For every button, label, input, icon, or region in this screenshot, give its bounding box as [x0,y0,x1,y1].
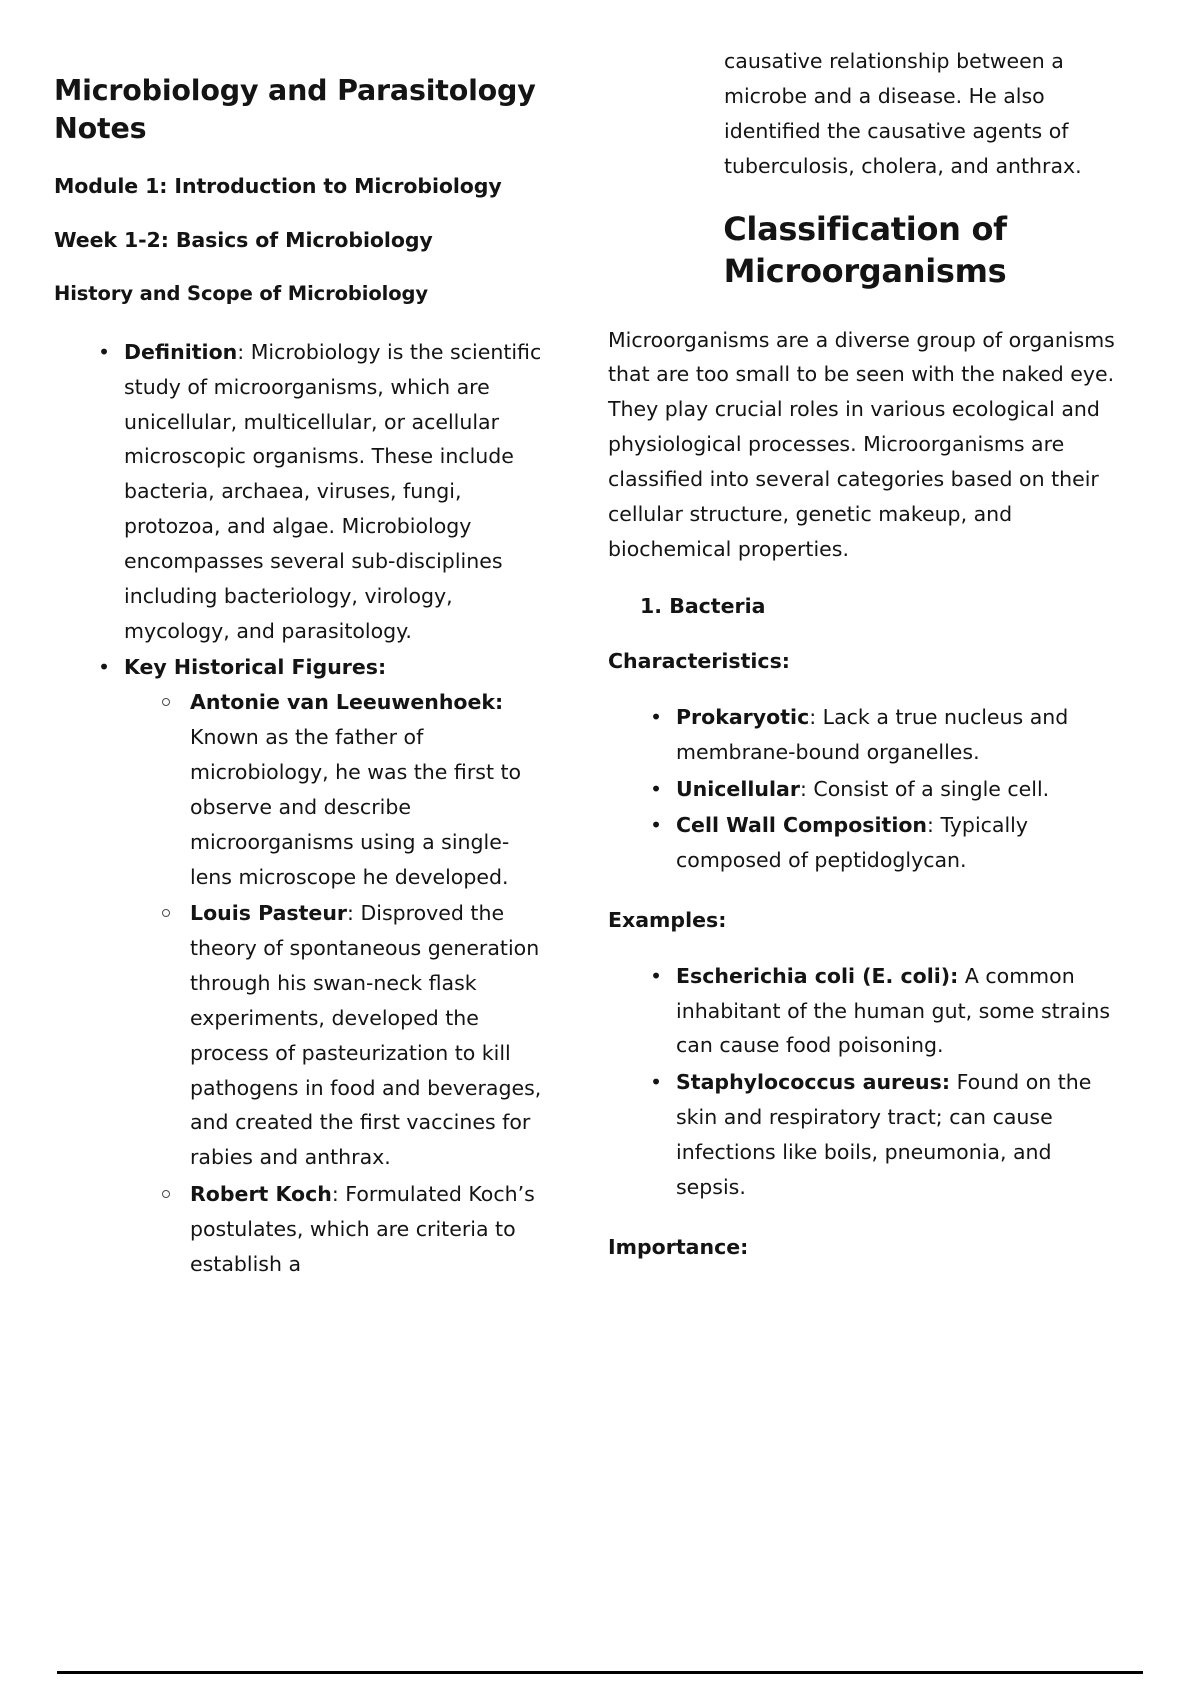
characteristic-separator: : [927,813,941,838]
history-bullet-list [54,335,548,1282]
bullet-disc-icon: • [650,776,663,801]
example-label: Escherichia coli (E. coli): [676,963,959,988]
list-item [608,1065,1122,1204]
figure-name: Antonie van Leeuwenhoek: [190,690,504,715]
example-label: Staphylococcus aureus: [676,1070,951,1095]
examples-list [608,959,1122,1205]
figure-name: Louis Pasteur [190,901,348,926]
page-footer-rule [57,1671,1143,1674]
characteristic-separator: : [799,776,814,801]
list-item [608,772,1122,807]
bullet-circle-icon [162,1190,170,1198]
bullet-disc-icon: • [98,339,111,364]
list-item [54,335,548,649]
spacer [608,1207,1122,1233]
left-column [0,0,578,1640]
definition-label: Definition [124,339,238,364]
figure-text: Formulated Koch’s postulates, which are criteria to establish a [190,1182,535,1276]
importance-heading: Importance: [608,1234,749,1259]
bullet-disc-icon: • [650,963,663,988]
list-item [124,1177,548,1282]
continuation-paragraph: causative relationship between a microbe and a disease. He also identified the causative agents of tuberculosis, cholera, and anthrax. [724,49,1082,178]
bullet-disc-icon: • [650,813,663,838]
bullet-circle-icon [162,698,170,706]
week-heading: Week 1-2: Basics of Microbiology [54,227,433,252]
spacer [608,880,1122,906]
figure-text: Known as the father of microbiology, he was the first to observe and describe microorganisms using a single-lens microscope he developed. [190,725,522,889]
characteristic-text: Typically composed of peptidoglycan. [676,813,1028,873]
figure-separator: : [347,901,361,926]
characteristic-label: Prokaryotic [676,704,810,729]
bullet-disc-icon: • [650,1070,663,1095]
section-heading: History and Scope of Microbiology [54,281,429,305]
examples-heading: Examples: [608,908,727,933]
figure-name: Robert Koch [190,1182,332,1207]
example-text: A common inhabitant of the human gut, some strains can cause food poisoning. [676,963,1111,1058]
characteristic-label: Cell Wall Composition [676,813,928,838]
bullet-disc-icon: • [650,704,663,729]
definition-separator: : [237,339,251,364]
bacteria-heading: 1. Bacteria [640,594,766,619]
key-figures-label: Key Historical Figures: [124,655,387,680]
list-item [124,896,548,1175]
bullet-circle-icon [162,909,170,917]
figure-separator: : [331,1182,346,1207]
historical-figures-list [124,685,548,1281]
characteristic-separator: : [809,704,823,729]
bullet-disc-icon: • [98,655,111,680]
list-item [608,808,1122,878]
characteristics-heading: Characteristics: [608,649,790,674]
page-title: Microbiology and Parasitology Notes [54,74,536,145]
characteristic-text: Lack a true nucleus and membrane-bound organelles. [676,704,1069,764]
right-column [578,0,1200,1640]
module-heading: Module 1: Introduction to Microbiology [54,174,502,199]
characteristic-label: Unicellular [676,776,800,801]
list-item [608,700,1122,770]
example-text: Found on the skin and respiratory tract; can cause infections like boils, pneumonia, and sepsis. [676,1070,1092,1199]
figure-text: Disproved the theory of spontaneous generation through his swan-neck flask experiments, developed the process of pasteurization to kill pathogens in food and beverages, and created the first vaccines for rabies and anthrax. [190,901,542,1170]
definition-text: Microbiology is the scientific study of microorganisms, which are unicellular, multicellular, or acellular microscopic organisms. These include bacteria, archaea, viruses, fungi, protozoa, and algae. Microbiology encompasses several sub-disciplines including bacteriology, virology, mycology, and parasitology. [124,339,542,643]
classification-title: Classification of Microorganisms [723,210,1007,290]
list-item [54,650,548,1281]
list-item [124,685,548,894]
characteristic-text: Consist of a single cell. [813,776,1050,801]
characteristics-list [608,700,1122,878]
classification-intro-paragraph: Microorganisms are a diverse group of organisms that are too small to be seen with the naked eye. They play crucial roles in various ecological and physiological processes. Microorganisms are classified into several categories based on their cellular structure, genetic makeup, and biochemical properties. [608,327,1115,561]
list-item [608,959,1122,1064]
